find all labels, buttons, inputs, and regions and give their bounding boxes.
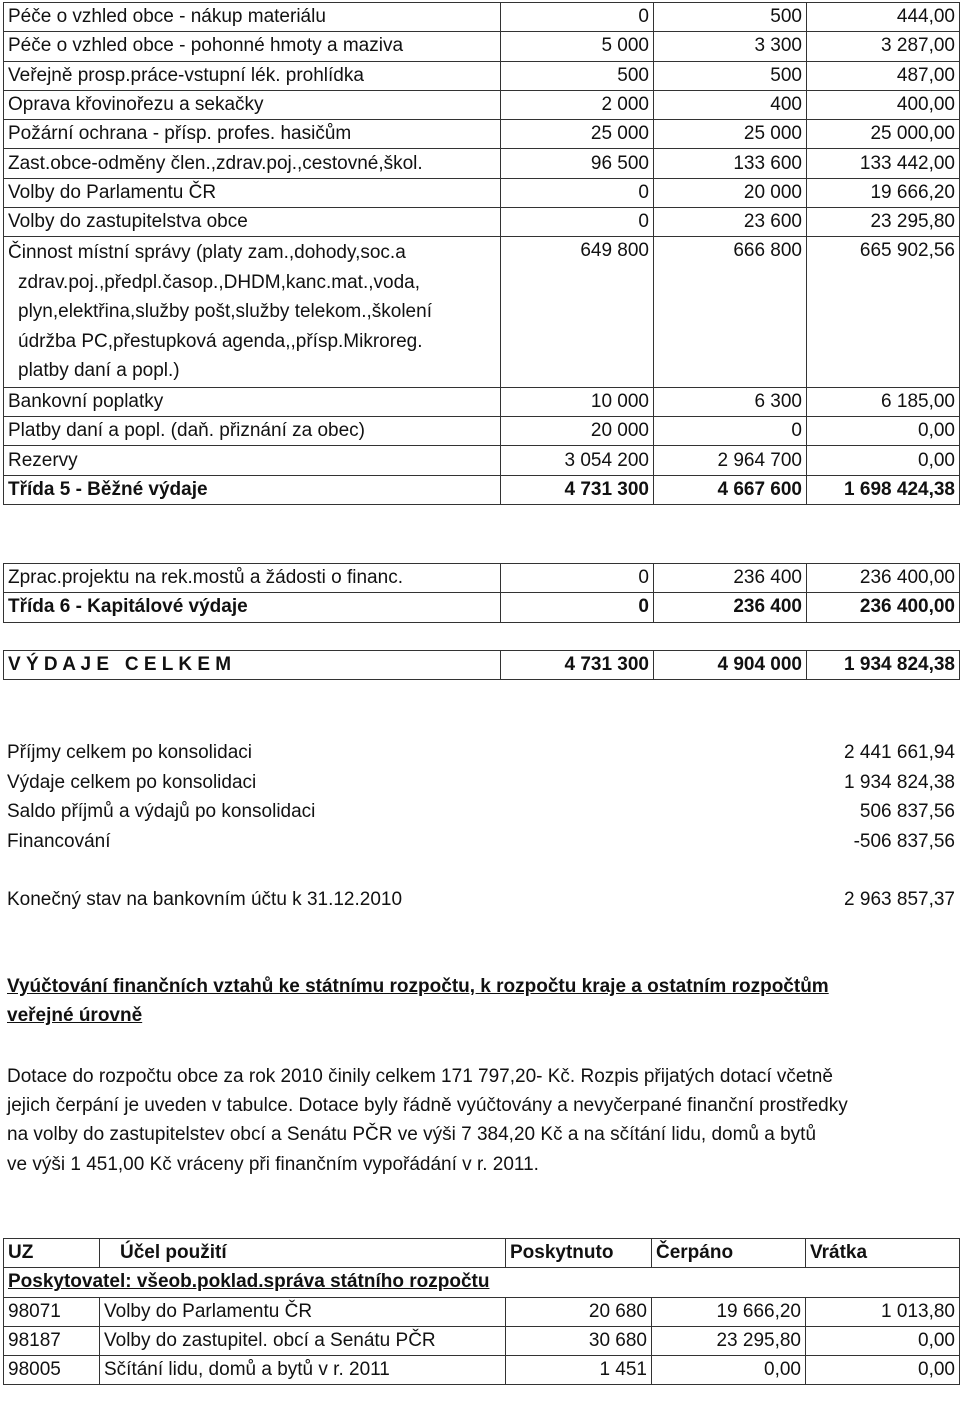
adjusted-budget: 6 300 [654, 387, 807, 416]
table-row [4, 149, 960, 178]
actual-spent: 236 400,00 [807, 593, 960, 622]
subsidy-header-row [4, 1239, 960, 1268]
row-label: Volby do Parlamentu ČR [4, 178, 501, 207]
table-row [4, 32, 960, 61]
expenditure-table [3, 2, 960, 505]
actual-spent: 23 295,80 [807, 208, 960, 237]
approved-budget: 649 800 [501, 237, 654, 388]
summary-value: -506 837,56 [853, 830, 955, 852]
row-label-line: údržba PC,přestupková agenda,,přísp.Mikroreg. [18, 330, 423, 352]
approved-budget: 4 731 300 [501, 475, 654, 504]
adjusted-budget: 236 400 [654, 564, 807, 593]
bank-balance [7, 885, 955, 915]
returned: 0,00 [806, 1356, 960, 1385]
row-label: Péče o vzhled obce - pohonné hmoty a maziva [4, 32, 501, 61]
provided: 1 451 [506, 1356, 652, 1385]
approved-budget: 0 [501, 178, 654, 207]
row-label: Volby do zastupitelstva obce [4, 208, 501, 237]
empty-cell [652, 1268, 806, 1297]
summary-value: 506 837,56 [859, 801, 955, 822]
paragraph-line: ve výši 1 451,00 Kč vráceny při finančním vypořádání v r. 2011. [7, 1153, 539, 1175]
summary-label: Financování [7, 830, 111, 852]
grand-total-row [4, 651, 960, 680]
approved-budget: 0 [501, 564, 654, 593]
row-label-line: platby daní a popl.) [18, 360, 180, 382]
uz-code: 98071 [4, 1297, 100, 1326]
actual-spent: 1 698 424,38 [807, 475, 960, 504]
row-label: Oprava křovinořezu a sekačky [4, 90, 501, 119]
approved-budget: 500 [501, 61, 654, 90]
header-cerpano: Čerpáno [652, 1239, 806, 1268]
summary-row [7, 827, 955, 857]
table-row [4, 1326, 960, 1355]
header-poskytnuto: Poskytnuto [506, 1239, 652, 1268]
row-label-line: plyn,elektřina,služby pošt,služby telekom.,školení [18, 301, 432, 323]
section-heading-line: veřejné úrovně [7, 1005, 143, 1026]
approved-budget: 3 054 200 [501, 446, 654, 475]
approved-budget: 96 500 [501, 149, 654, 178]
provider-cell [4, 1268, 652, 1297]
bank-balance-value: 2 963 857,37 [844, 889, 955, 910]
grand-total-table [3, 650, 960, 680]
row-label: Třída 6 - Kapitálové výdaje [4, 593, 501, 622]
approved-budget: 10 000 [501, 387, 654, 416]
summary-row [7, 797, 955, 827]
paragraph-line: jejich čerpání je uveden v tabulce. Dotace byly řádně vyúčtovány a nevyčerpané finanční prostředky [7, 1095, 848, 1117]
row-label: Zast.obce-odměny člen.,zdrav.poj.,cestovné,škol. [4, 149, 501, 178]
adjusted-budget: 2 964 700 [654, 446, 807, 475]
table-row [4, 90, 960, 119]
adjusted-budget: 666 800 [654, 237, 807, 388]
approved-budget: 4 731 300 [501, 651, 654, 680]
actual-spent: 665 902,56 [807, 237, 960, 388]
table-row [4, 564, 960, 593]
summary-value: 2 441 661,94 [844, 742, 955, 763]
row-label: Bankovní poplatky [4, 387, 501, 416]
summary-label: Saldo příjmů a výdajů po konsolidaci [7, 801, 316, 822]
approved-budget: 0 [501, 208, 654, 237]
header-ucel: Účel použití [100, 1239, 506, 1268]
adjusted-budget: 500 [654, 3, 807, 32]
provided: 30 680 [506, 1326, 652, 1355]
adjusted-budget: 4 667 600 [654, 475, 807, 504]
actual-spent: 3 287,00 [807, 32, 960, 61]
table-row [4, 3, 960, 32]
spent: 19 666,20 [652, 1297, 806, 1326]
provider-row [4, 1268, 960, 1297]
table-row [4, 120, 960, 149]
row-label-line: zdrav.poj.,předpl.časop.,DHDM,kanc.mat.,voda, [18, 271, 420, 293]
adjusted-budget: 133 600 [654, 149, 807, 178]
returned: 0,00 [806, 1326, 960, 1355]
summary-value: 1 934 824,38 [844, 771, 955, 793]
subsidy-paragraph [7, 1062, 959, 1179]
row-label: Péče o vzhled obce - nákup materiálu [4, 3, 501, 32]
row-label: Platby daní a popl. (daň. přiznání za obec) [4, 417, 501, 446]
table-row [4, 417, 960, 446]
header-uz: UZ [4, 1239, 100, 1268]
row-label: Rezervy [4, 446, 501, 475]
purpose: Volby do Parlamentu ČR [100, 1297, 506, 1326]
adjusted-budget: 25 000 [654, 120, 807, 149]
adjusted-budget: 23 600 [654, 208, 807, 237]
summary-row [7, 738, 955, 768]
paragraph-line: na volby do zastupitelstev obcí a Senátu PČR ve výši 7 384,20 Kč a na sčítání lidu, domů a bytů [7, 1124, 817, 1146]
approved-budget: 20 000 [501, 417, 654, 446]
table-row [4, 1356, 960, 1385]
adjusted-budget: 0 [654, 417, 807, 446]
row-label: Požární ochrana - přísp. profes. hasičům [4, 120, 501, 149]
table-row [4, 446, 960, 475]
consolidation-summary [7, 738, 955, 856]
row-label: Zprac.projektu na rek.mostů a žádosti o financ. [4, 564, 501, 593]
approved-budget: 0 [501, 593, 654, 622]
class5-total-row [4, 475, 960, 504]
section-heading [7, 972, 955, 1030]
adjusted-budget: 400 [654, 90, 807, 119]
row-label: Třída 5 - Běžné výdaje [4, 475, 501, 504]
approved-budget: 2 000 [501, 90, 654, 119]
section-heading-line: Vyúčtování finančních vztahů ke státnímu rozpočtu, k rozpočtu kraje a ostatním rozpočtům [7, 976, 829, 997]
actual-spent: 400,00 [807, 90, 960, 119]
summary-row [7, 768, 955, 798]
actual-spent: 487,00 [807, 61, 960, 90]
adjusted-budget: 236 400 [654, 593, 807, 622]
table-row [4, 61, 960, 90]
uz-code: 98005 [4, 1356, 100, 1385]
subsidy-table [3, 1238, 960, 1385]
empty-cell [806, 1268, 960, 1297]
summary-label: Výdaje celkem po konsolidaci [7, 771, 257, 793]
spent: 23 295,80 [652, 1326, 806, 1355]
uz-code: 98187 [4, 1326, 100, 1355]
paragraph-line: Dotace do rozpočtu obce za rok 2010 činily celkem 171 797,20- Kč. Rozpis přijatých dotací včetně [7, 1066, 833, 1087]
row-label: V Ý D A J E C E L K E M [4, 651, 501, 680]
header-vratka: Vrátka [806, 1239, 960, 1268]
row-label: Veřejně prosp.práce-vstupní lék. prohlídka [4, 61, 501, 90]
purpose: Volby do zastupitel. obcí a Senátu PČR [100, 1326, 506, 1355]
actual-spent: 25 000,00 [807, 120, 960, 149]
returned: 1 013,80 [806, 1297, 960, 1326]
adjusted-budget: 20 000 [654, 178, 807, 207]
adjusted-budget: 3 300 [654, 32, 807, 61]
purpose: Sčítání lidu, domů a bytů v r. 2011 [100, 1356, 506, 1385]
bank-balance-label: Konečný stav na bankovním účtu k 31.12.2010 [7, 889, 403, 910]
adjusted-budget: 500 [654, 61, 807, 90]
class6-total-row [4, 593, 960, 622]
approved-budget: 5 000 [501, 32, 654, 61]
spent: 0,00 [652, 1356, 806, 1385]
table-row [4, 178, 960, 207]
bank-balance-row [7, 885, 955, 915]
table-row [4, 387, 960, 416]
provider-label: Poskytovatel: všeob.poklad.správa státního rozpočtu [8, 1271, 490, 1293]
actual-spent: 1 934 824,38 [807, 651, 960, 680]
actual-spent: 6 185,00 [807, 387, 960, 416]
row-label [4, 237, 501, 388]
summary-label: Příjmy celkem po konsolidaci [7, 742, 252, 763]
adjusted-budget: 4 904 000 [654, 651, 807, 680]
actual-spent: 0,00 [807, 446, 960, 475]
actual-spent: 133 442,00 [807, 149, 960, 178]
actual-spent: 236 400,00 [807, 564, 960, 593]
actual-spent: 444,00 [807, 3, 960, 32]
table-row [4, 237, 960, 388]
table-row [4, 208, 960, 237]
capital-expenditure-table [3, 563, 960, 623]
row-label-line: Činnost místní správy (platy zam.,dohody,soc.a [8, 242, 406, 264]
approved-budget: 0 [501, 3, 654, 32]
approved-budget: 25 000 [501, 120, 654, 149]
actual-spent: 19 666,20 [807, 178, 960, 207]
provided: 20 680 [506, 1297, 652, 1326]
table-row [4, 1297, 960, 1326]
actual-spent: 0,00 [807, 417, 960, 446]
